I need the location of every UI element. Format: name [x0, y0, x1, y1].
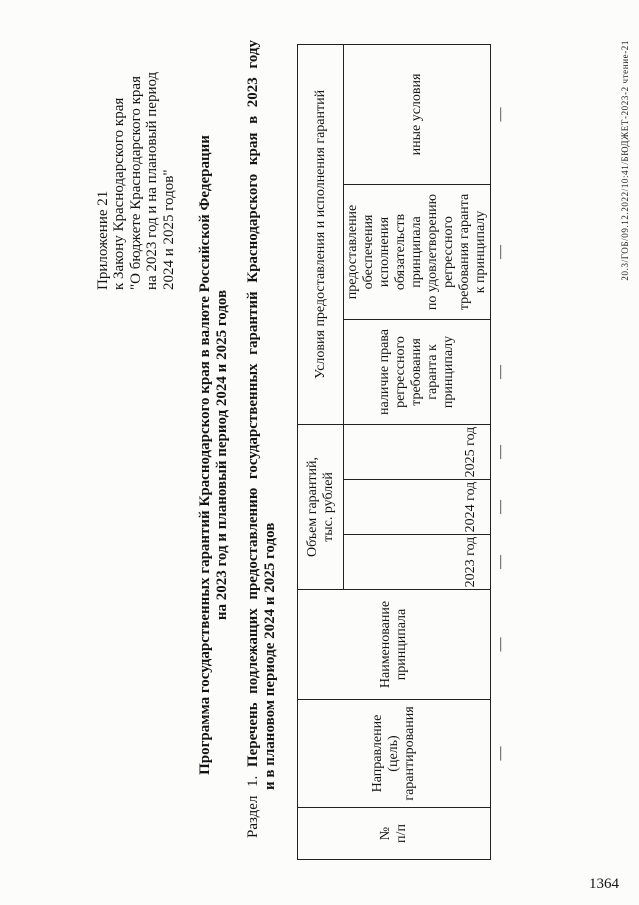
- row-cell-purpose: —: [493, 746, 508, 761]
- row-cell-2024: —: [493, 500, 508, 514]
- row-cell-recourse: —: [493, 364, 508, 379]
- row-cell-other: —: [493, 107, 508, 122]
- row-cell-principal: —: [493, 637, 508, 652]
- header-year-2024: 2024 год: [344, 480, 491, 535]
- row-cell-number: [491, 808, 512, 860]
- section-heading: [245, 40, 279, 838]
- header-year-2023: 2023 год: [344, 535, 491, 590]
- table-row: [491, 44, 512, 859]
- header-number: № п/п: [298, 808, 491, 860]
- header-volume-group: Объем гарантий, тыс. рублей: [298, 424, 344, 589]
- title-line-1: Программа государственных гарантий Краснодарского края в валюте Российской Федерации: [197, 135, 213, 775]
- section-label: Раздел 1.: [245, 775, 261, 838]
- header-purpose: Направление (цель) гарантирования: [298, 700, 491, 808]
- appendix-block: [95, 72, 177, 290]
- document-title: [197, 45, 231, 865]
- header-condition-security: предоставление обеспечения исполнения обязательств принципала по удовлетворению регрессного требования гаранта к принципалу: [344, 184, 491, 319]
- appendix-line: "О бюджете Краснодарского края: [127, 76, 144, 290]
- section-title-part-1: Перечень подлежащих предоставлению государственных гарантий Краснодарского края в 2023 году: [245, 40, 261, 768]
- row-cell-security: —: [493, 244, 508, 259]
- header-year-2025: 2025 год: [344, 424, 491, 479]
- appendix-line: к Закону Краснодарского края: [111, 97, 128, 290]
- header-condition-other: иные условия: [344, 44, 491, 184]
- section-heading-line-2: [262, 40, 279, 838]
- guarantees-table: [297, 44, 511, 860]
- table-header-row: [298, 44, 344, 859]
- header-conditions-group: Условия предоставления и исполнения гарантий: [298, 44, 344, 424]
- appendix-line: Приложение 21: [95, 190, 111, 290]
- appendix-line: 2024 и 2025 годов": [160, 169, 177, 290]
- page-number: 1364: [589, 876, 619, 892]
- document-code: 20.3/ГОБ/09.12.2022/10:41/БЮДЖЕТ-2023-2 чтение-21: [620, 40, 630, 281]
- row-cell-2025: —: [493, 445, 508, 459]
- appendix-line: на 2023 год и на плановый период: [144, 71, 161, 290]
- row-cell-2023: —: [493, 555, 508, 569]
- title-line-2: на 2023 год и плановый период 2024 и 2025 годов: [214, 289, 230, 621]
- section-heading-line-1: [245, 40, 262, 838]
- header-principal: Наименование принципала: [298, 590, 491, 700]
- header-condition-recourse: наличие права регрессного требования гаранта к принципалу: [344, 319, 491, 424]
- section-title-part-2: и в плановом периоде 2024 и 2025 годов: [262, 522, 278, 790]
